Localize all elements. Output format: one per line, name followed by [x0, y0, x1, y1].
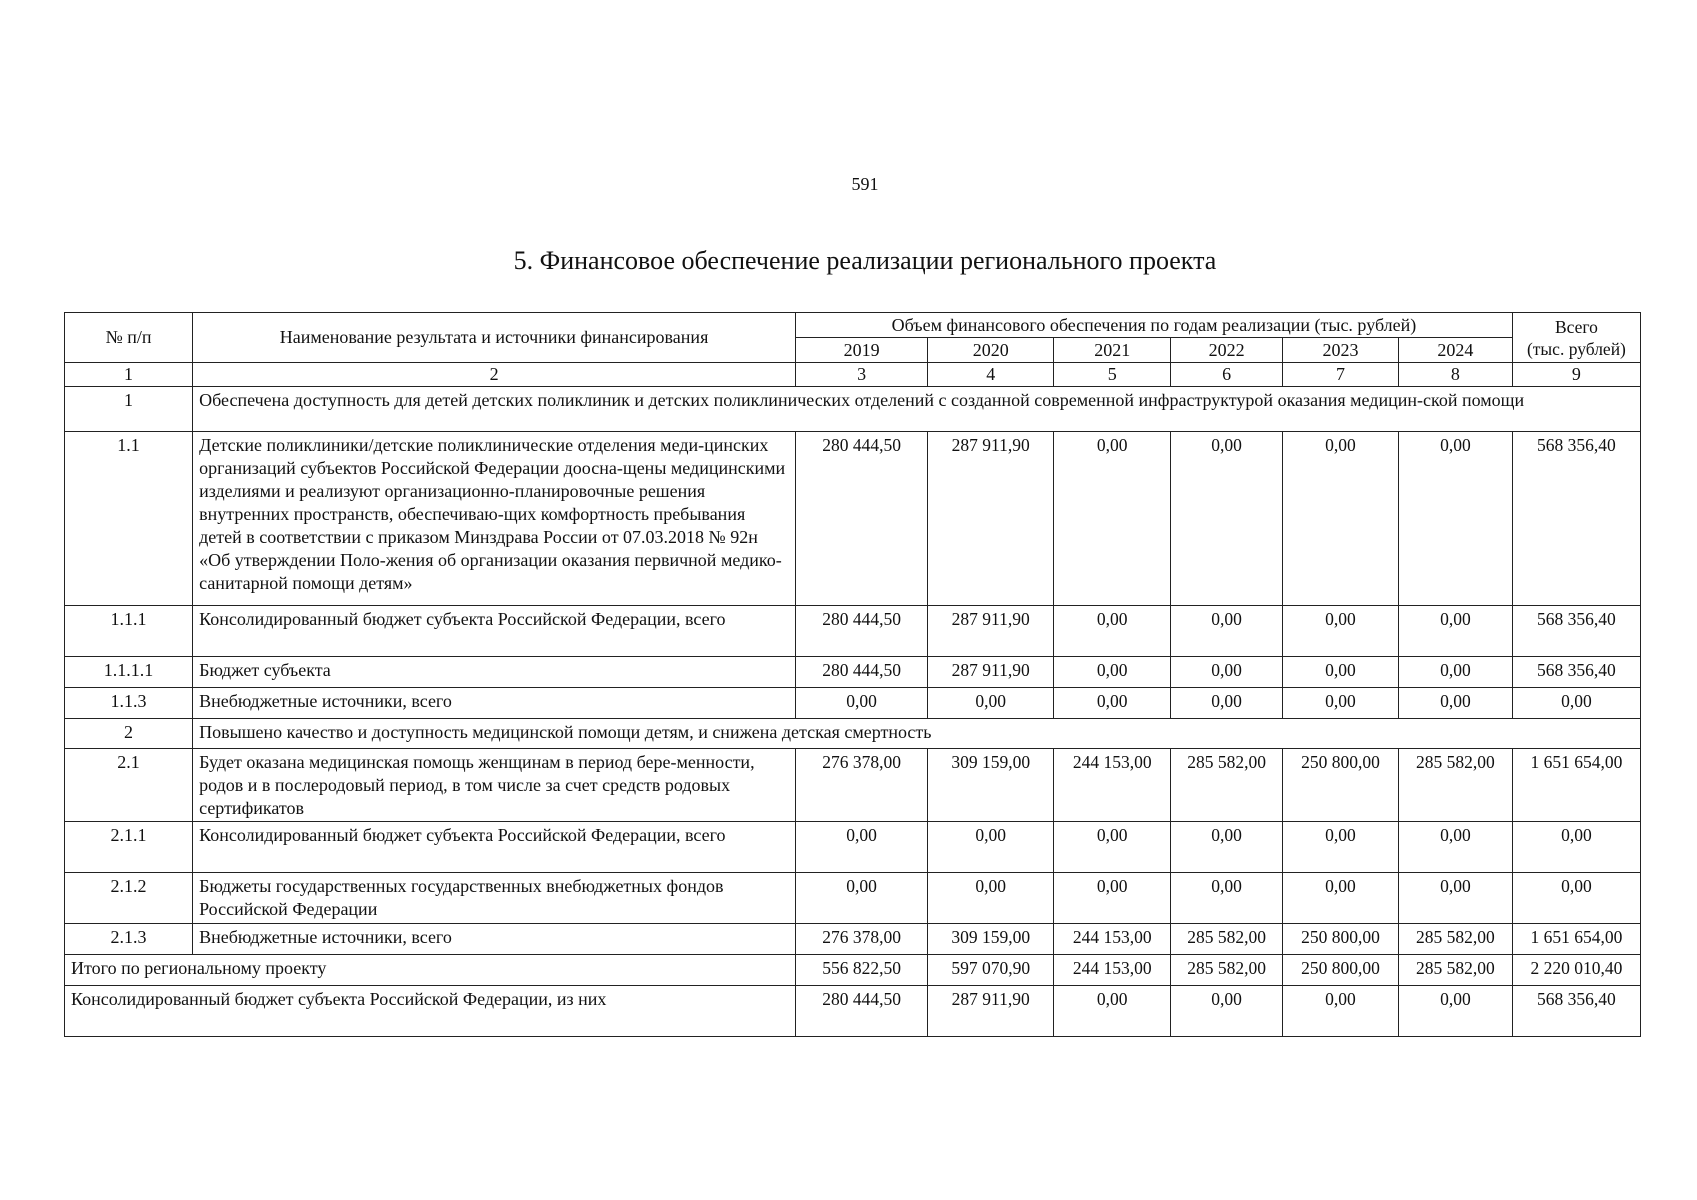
header-col-number: 5 [1054, 363, 1171, 387]
total-row [65, 986, 1641, 1037]
table-row [65, 606, 1641, 657]
row-year-value: 287 911,90 [928, 657, 1054, 688]
row-year-value: 0,00 [1054, 822, 1171, 873]
row-name: Внебюджетные источники, всего [193, 688, 796, 719]
header-year-2022: 2022 [1171, 338, 1283, 363]
row-year-value: 0,00 [1054, 606, 1171, 657]
row-year-value: 0,00 [1283, 657, 1399, 688]
total-year-value: 285 582,00 [1171, 955, 1283, 986]
header-total-line2: (тыс. рублей) [1526, 338, 1626, 359]
row-year-value: 285 582,00 [1171, 924, 1283, 955]
row-name: Будет оказана медицинская помощь женщинам в период бере-менности, родов и в послеродовый период, в том числе за счет средств родовых сертификатов [193, 749, 796, 822]
row-year-value: 0,00 [928, 688, 1054, 719]
row-year-value: 0,00 [1171, 873, 1283, 924]
total-year-value: 0,00 [1398, 986, 1512, 1037]
row-year-value: 0,00 [1283, 822, 1399, 873]
row-total-value: 1 651 654,00 [1512, 924, 1640, 955]
row-year-value: 0,00 [928, 822, 1054, 873]
row-year-value: 250 800,00 [1283, 749, 1399, 822]
row-number: 2.1.3 [65, 924, 193, 955]
total-year-value: 0,00 [1054, 986, 1171, 1037]
total-year-value: 0,00 [1283, 986, 1399, 1037]
header-year-2024: 2024 [1398, 338, 1512, 363]
table-row [65, 749, 1641, 822]
row-year-value: 244 153,00 [1054, 749, 1171, 822]
row-year-value: 0,00 [796, 822, 928, 873]
row-total-value: 568 356,40 [1512, 606, 1640, 657]
total-year-value: 287 911,90 [928, 986, 1054, 1037]
table-header [65, 313, 1641, 387]
row-total-value: 1 651 654,00 [1512, 749, 1640, 822]
row-year-value: 244 153,00 [1054, 924, 1171, 955]
row-year-value: 0,00 [1171, 606, 1283, 657]
row-year-value: 0,00 [1283, 873, 1399, 924]
row-year-value: 0,00 [1171, 822, 1283, 873]
row-number: 1.1 [65, 432, 193, 606]
section-row [65, 719, 1641, 749]
row-number: 1.1.3 [65, 688, 193, 719]
row-year-value: 285 582,00 [1398, 749, 1512, 822]
total-year-value: 597 070,90 [928, 955, 1054, 986]
row-year-value: 0,00 [1283, 432, 1399, 606]
total-label: Итого по региональному проекту [65, 955, 796, 986]
header-year-2021: 2021 [1054, 338, 1171, 363]
row-name: Консолидированный бюджет субъекта Российской Федерации, всего [193, 606, 796, 657]
page-number: 591 [851, 174, 879, 194]
header-year-2020: 2020 [928, 338, 1054, 363]
row-year-value: 276 378,00 [796, 749, 928, 822]
row-name: Бюджеты государственных государственных внебюджетных фондов Российской Федерации [193, 873, 796, 924]
financing-table [64, 312, 1641, 1037]
header-col-number: 6 [1171, 363, 1283, 387]
total-year-value: 556 822,50 [796, 955, 928, 986]
header-total-line1: Всего [1554, 316, 1598, 337]
header-col-number: 2 [193, 363, 796, 387]
row-number: 1.1.1 [65, 606, 193, 657]
table-body [65, 387, 1641, 1037]
row-year-value: 309 159,00 [928, 924, 1054, 955]
header-year-2023: 2023 [1283, 338, 1399, 363]
row-year-value: 0,00 [1054, 657, 1171, 688]
row-year-value: 0,00 [928, 873, 1054, 924]
row-total-value: 0,00 [1512, 688, 1640, 719]
row-year-value: 0,00 [1398, 873, 1512, 924]
row-name: Бюджет субъекта [193, 657, 796, 688]
row-year-value: 276 378,00 [796, 924, 928, 955]
row-year-value: 0,00 [1398, 688, 1512, 719]
row-year-value: 280 444,50 [796, 432, 928, 606]
total-label: Консолидированный бюджет субъекта Российской Федерации, из них [65, 986, 796, 1037]
section-row [65, 387, 1641, 432]
row-year-value: 0,00 [1398, 657, 1512, 688]
row-number: 1.1.1.1 [65, 657, 193, 688]
total-row [65, 955, 1641, 986]
row-year-value: 280 444,50 [796, 657, 928, 688]
row-total-value: 568 356,40 [1512, 657, 1640, 688]
table-row [65, 657, 1641, 688]
row-year-value: 287 911,90 [928, 432, 1054, 606]
row-year-value: 0,00 [1398, 606, 1512, 657]
header-col-number: 4 [928, 363, 1054, 387]
row-number: 2.1.2 [65, 873, 193, 924]
table-row [65, 873, 1641, 924]
row-year-value: 250 800,00 [1283, 924, 1399, 955]
total-year-value: 0,00 [1171, 986, 1283, 1037]
page-title: 5. Финансовое обеспечение реализации регионального проекта [513, 246, 1217, 275]
row-year-value: 287 911,90 [928, 606, 1054, 657]
row-year-value: 0,00 [1171, 688, 1283, 719]
row-name: Детские поликлиники/детские поликлинические отделения меди-цинских организаций субъектов Российской Федерации доосна-щены медицинскими изделиями и реализуют организационно-планировочные решения внутренних пространств, обеспечиваю-щих комфортность пребывания детей в соответствии с приказом Минздрава России от 07.03.2018 № 92н «Об утверждении Поло-жения об организации оказания первичной медико-санитарной помощи детям» [193, 432, 796, 606]
table-row [65, 822, 1641, 873]
row-year-value: 0,00 [1171, 657, 1283, 688]
row-year-value: 280 444,50 [796, 606, 928, 657]
row-name: Консолидированный бюджет субъекта Российской Федерации, всего [193, 822, 796, 873]
row-year-value: 0,00 [1398, 432, 1512, 606]
total-sum-value: 568 356,40 [1512, 986, 1640, 1037]
header-col-total [1512, 313, 1640, 363]
row-year-value: 0,00 [1054, 688, 1171, 719]
total-year-value: 244 153,00 [1054, 955, 1171, 986]
row-year-value: 0,00 [1054, 873, 1171, 924]
table-row [65, 688, 1641, 719]
row-year-value: 285 582,00 [1398, 924, 1512, 955]
row-total-value: 0,00 [1512, 873, 1640, 924]
total-year-value: 285 582,00 [1398, 955, 1512, 986]
header-col-number: 7 [1283, 363, 1399, 387]
header-col-number: 3 [796, 363, 928, 387]
table-row [65, 924, 1641, 955]
row-number: 2.1 [65, 749, 193, 822]
row-year-value: 0,00 [1283, 688, 1399, 719]
header-col-number: 8 [1398, 363, 1512, 387]
table-row [65, 432, 1641, 606]
total-sum-value: 2 220 010,40 [1512, 955, 1640, 986]
section-title: Обеспечена доступность для детей детских поликлиник и детских поликлинических отделений с созданной современной инфраструктурой оказания медицин-ской помощи [193, 387, 1641, 432]
section-title: Повышено качество и доступность медицинской помощи детям, и снижена детская смертность [193, 719, 1641, 749]
header-col-number: 9 [1512, 363, 1640, 387]
header-col-number: 1 [65, 363, 193, 387]
header-col-name: Наименование результата и источники финансирования [193, 313, 796, 363]
row-year-value: 0,00 [1398, 822, 1512, 873]
header-numbers-row [65, 363, 1641, 387]
row-year-value: 0,00 [1283, 606, 1399, 657]
row-year-value: 0,00 [796, 688, 928, 719]
header-col-no: № п/п [65, 313, 193, 363]
row-name: Внебюджетные источники, всего [193, 924, 796, 955]
header-col-volume: Объем финансового обеспечения по годам реализации (тыс. рублей) [796, 313, 1513, 338]
row-year-value: 0,00 [1054, 432, 1171, 606]
header-year-2019: 2019 [796, 338, 928, 363]
row-year-value: 0,00 [1171, 432, 1283, 606]
row-total-value: 568 356,40 [1512, 432, 1640, 606]
row-year-value: 309 159,00 [928, 749, 1054, 822]
row-year-value: 285 582,00 [1171, 749, 1283, 822]
section-number: 2 [65, 719, 193, 749]
row-year-value: 0,00 [796, 873, 928, 924]
row-number: 2.1.1 [65, 822, 193, 873]
row-total-value: 0,00 [1512, 822, 1640, 873]
section-number: 1 [65, 387, 193, 432]
total-year-value: 280 444,50 [796, 986, 928, 1037]
total-year-value: 250 800,00 [1283, 955, 1399, 986]
